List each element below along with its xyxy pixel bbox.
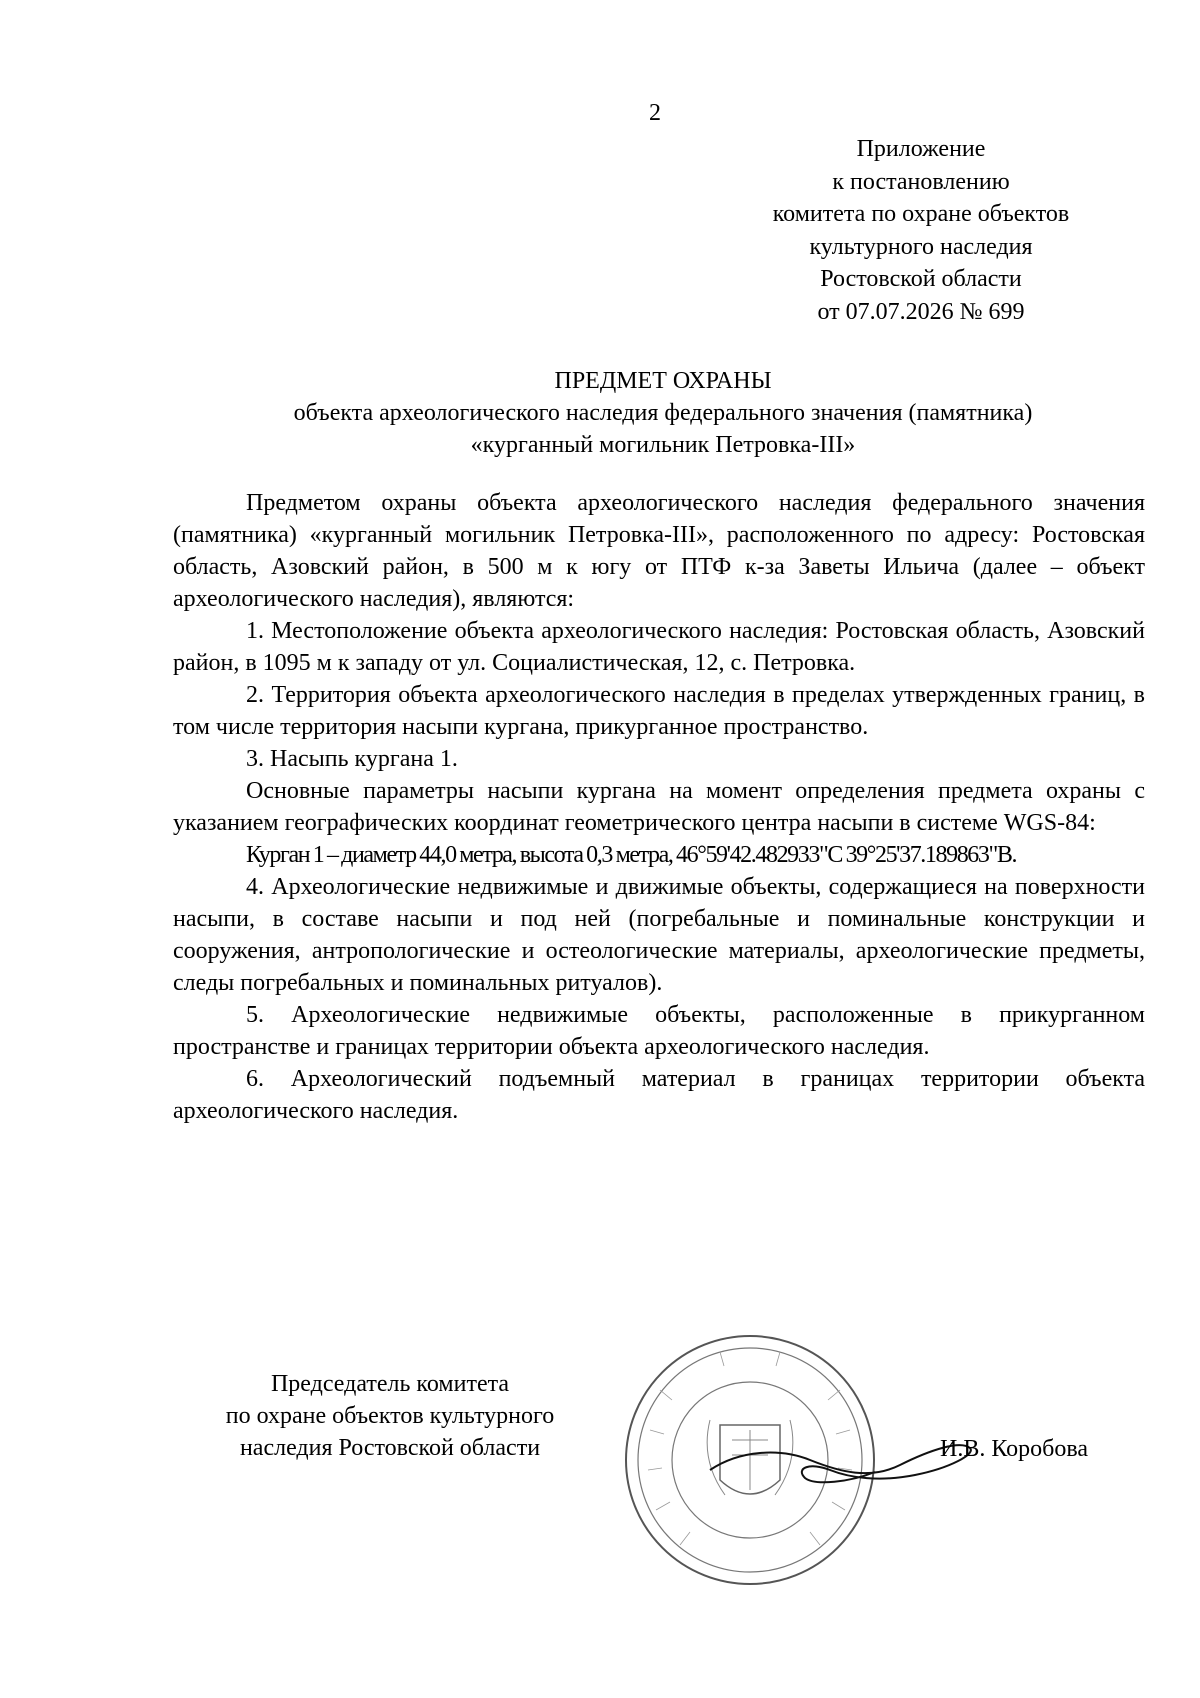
appendix-line: культурного наследия bbox=[809, 233, 1033, 260]
kurgan-coordinates: Курган 1 – диаметр 44,0 метра, высота 0,3 метра, 46°59'42.482933"С 39°25'37.189863"В. bbox=[246, 842, 1017, 868]
appendix-line: Ростовской области bbox=[820, 266, 1022, 292]
item-surface-material: 6. Археологический подъемный материал в границах территории объекта археологического наследия. bbox=[173, 1066, 1145, 1124]
signatory-position-line: по охране объектов культурного bbox=[225, 1403, 555, 1429]
page-number: 2 bbox=[649, 100, 661, 126]
item-archaeological-objects: 4. Археологические недвижимые и движимые объекты, содержащиеся на поверхности насыпи, в составе насыпи и под ней (погребальные и поминальные конструкции и сооружения, антропологические и остеологические материалы, археологические предметы, следы погребальных и поминальных ритуалов). bbox=[173, 874, 1145, 996]
appendix-line: Приложение bbox=[856, 136, 986, 162]
handwritten-signature bbox=[700, 1420, 980, 1510]
intro-paragraph: Предметом охраны объекта археологического наследия федерального значения (памятника) «курганный могильник Петровка-III», расположенного по адресу: Ростовская область, Азовский район, в 500 м к югу от ПТФ к-за Заветы Ильича (далее – объект археологического наследия), являются: bbox=[173, 490, 1145, 612]
item-location: 1. Местоположение объекта археологического наследия: Ростовская область, Азовский район, в 1095 м к западу от ул. Социалистическая, 12, с. Петровка. bbox=[173, 618, 1145, 676]
signatory-position-line: наследия Ростовской области bbox=[239, 1435, 541, 1461]
document-title-block bbox=[173, 365, 1153, 461]
document-title: ПРЕДМЕТ ОХРАНЫ bbox=[554, 368, 772, 394]
mound-parameters-paragraph: Основные параметры насыпи кургана на момент определения предмета охраны с указанием географических координат геометрического центра насыпи в системе WGS-84: bbox=[173, 778, 1145, 836]
signatory-name: И.В. Коробова bbox=[940, 1436, 1089, 1462]
appendix-line: к постановлению bbox=[832, 168, 1010, 195]
document-body bbox=[173, 487, 1145, 1127]
signatory-position bbox=[170, 1368, 610, 1464]
object-name: «курганный могильник Петровка-III» bbox=[470, 432, 856, 458]
appendix-line: комитета по охране объектов bbox=[772, 201, 1070, 227]
signatory-position-line: Председатель комитета bbox=[270, 1371, 510, 1397]
item-mound: 3. Насыпь кургана 1. bbox=[246, 746, 458, 772]
item-immovable-objects: 5. Археологические недвижимые объекты, расположенные в прикурганном пространстве и границах территории объекта археологического наследия. bbox=[173, 1002, 1145, 1060]
item-territory: 2. Территория объекта археологического наследия в пределах утвержденных границ, в том числе территория насыпи кургана, прикурганное пространство. bbox=[173, 682, 1145, 740]
document-subtitle: объекта археологического наследия федерального значения (памятника) bbox=[293, 400, 1033, 426]
appendix-header bbox=[756, 133, 1086, 328]
appendix-date-number: от 07.07.2026 № 699 bbox=[817, 298, 1025, 325]
